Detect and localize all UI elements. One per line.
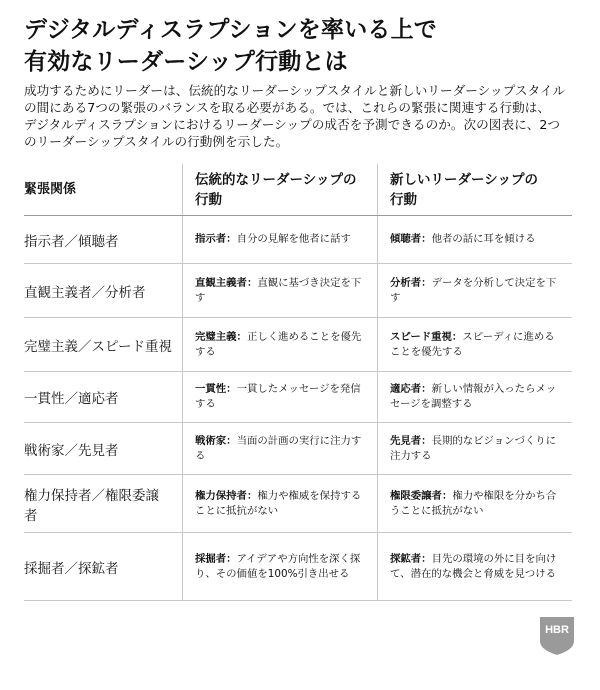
new-behavior: 権限委譲者：権力や権限を分かち合うことに抵抗がない [377, 475, 572, 532]
traditional-behavior: 指示者：自分の見解を他者に話す [182, 216, 377, 263]
new-behavior: 先見者：長期的なビジョンづくりに注力する [377, 423, 572, 474]
hbr-logo [540, 617, 574, 655]
hbr-shield-shape [540, 617, 574, 655]
tension-label: 権力保持者／権限委譲者 [24, 487, 159, 524]
table-row [24, 475, 572, 533]
table-header-row [24, 164, 572, 216]
table-row [24, 264, 572, 318]
intro-line-1: 成功するためにリーダーは、伝統的なリーダーシップスタイルと新しいリーダーシップスタイル [24, 83, 566, 98]
new-behavior: スピード重視：スピーディに進めることを優先する [377, 318, 572, 371]
tension-label: 採掘者／探鉱者 [24, 560, 119, 577]
traditional-behavior: 権力保持者：権力や権威を保持することに抵抗がない [182, 475, 377, 532]
new-behavior: 分析者：データを分析して決定を下す [377, 264, 572, 317]
traditional-behavior: 直観主義者：直観に基づき決定を下す [182, 264, 377, 317]
header-traditional: 伝統的なリーダーシップの 行動 [182, 164, 377, 215]
intro-line-4: のリーダーシップスタイルの行動例を示した。 [24, 134, 289, 149]
traditional-behavior: 完璧主義：正しく進めることを優先する [182, 318, 377, 371]
table-row [24, 216, 572, 264]
table-row [24, 318, 572, 372]
tension-label: 戦術家／先見者 [24, 442, 119, 459]
table-row [24, 372, 572, 423]
traditional-behavior: 戦術家：当面の計画の実行に注力する [182, 423, 377, 474]
intro-line-2: の間にある7つの緊張のバランスを取る必要がある。では、これらの緊張に関連する行動は、 [24, 100, 551, 115]
table-row [24, 423, 572, 475]
traditional-behavior: 採掘者：アイデアや方向性を深く探り、その価値を100%引き出せる [182, 533, 377, 600]
intro-paragraph [24, 82, 584, 150]
tension-label: 指示者／傾聴者 [24, 233, 119, 250]
title-line-2: 有効なリーダーシップ行動とは [24, 49, 348, 75]
traditional-behavior: 一貫性：一貫したメッセージを発信する [182, 372, 377, 422]
tension-label: 完璧主義／スピード重視 [24, 338, 172, 355]
new-behavior: 傾聴者：他者の話に耳を傾ける [377, 216, 572, 263]
tension-label: 直観主義者／分析者 [24, 284, 146, 301]
behavior-table [24, 164, 572, 601]
page-title [24, 14, 584, 78]
title-line-1: デジタルディスラプションを率いる上で [24, 17, 437, 43]
hbr-logo-text: HBR [545, 624, 569, 636]
tension-label: 一貫性／適応者 [24, 391, 119, 407]
header-tension: 緊張関係 [24, 181, 77, 197]
intro-line-3: デジタルディスラプションにおけるリーダーシップの成否を予測できるのか。次の図表に、2つ [24, 117, 561, 132]
new-behavior: 適応者：新しい情報が入ったらメッセージを調整する [377, 372, 572, 422]
new-behavior: 探鉱者：目先の環境の外に目を向けて、潜在的な機会と脅威を見つける [377, 533, 572, 600]
header-new: 新しいリーダーシップの 行動 [377, 164, 572, 215]
table-row [24, 533, 572, 601]
